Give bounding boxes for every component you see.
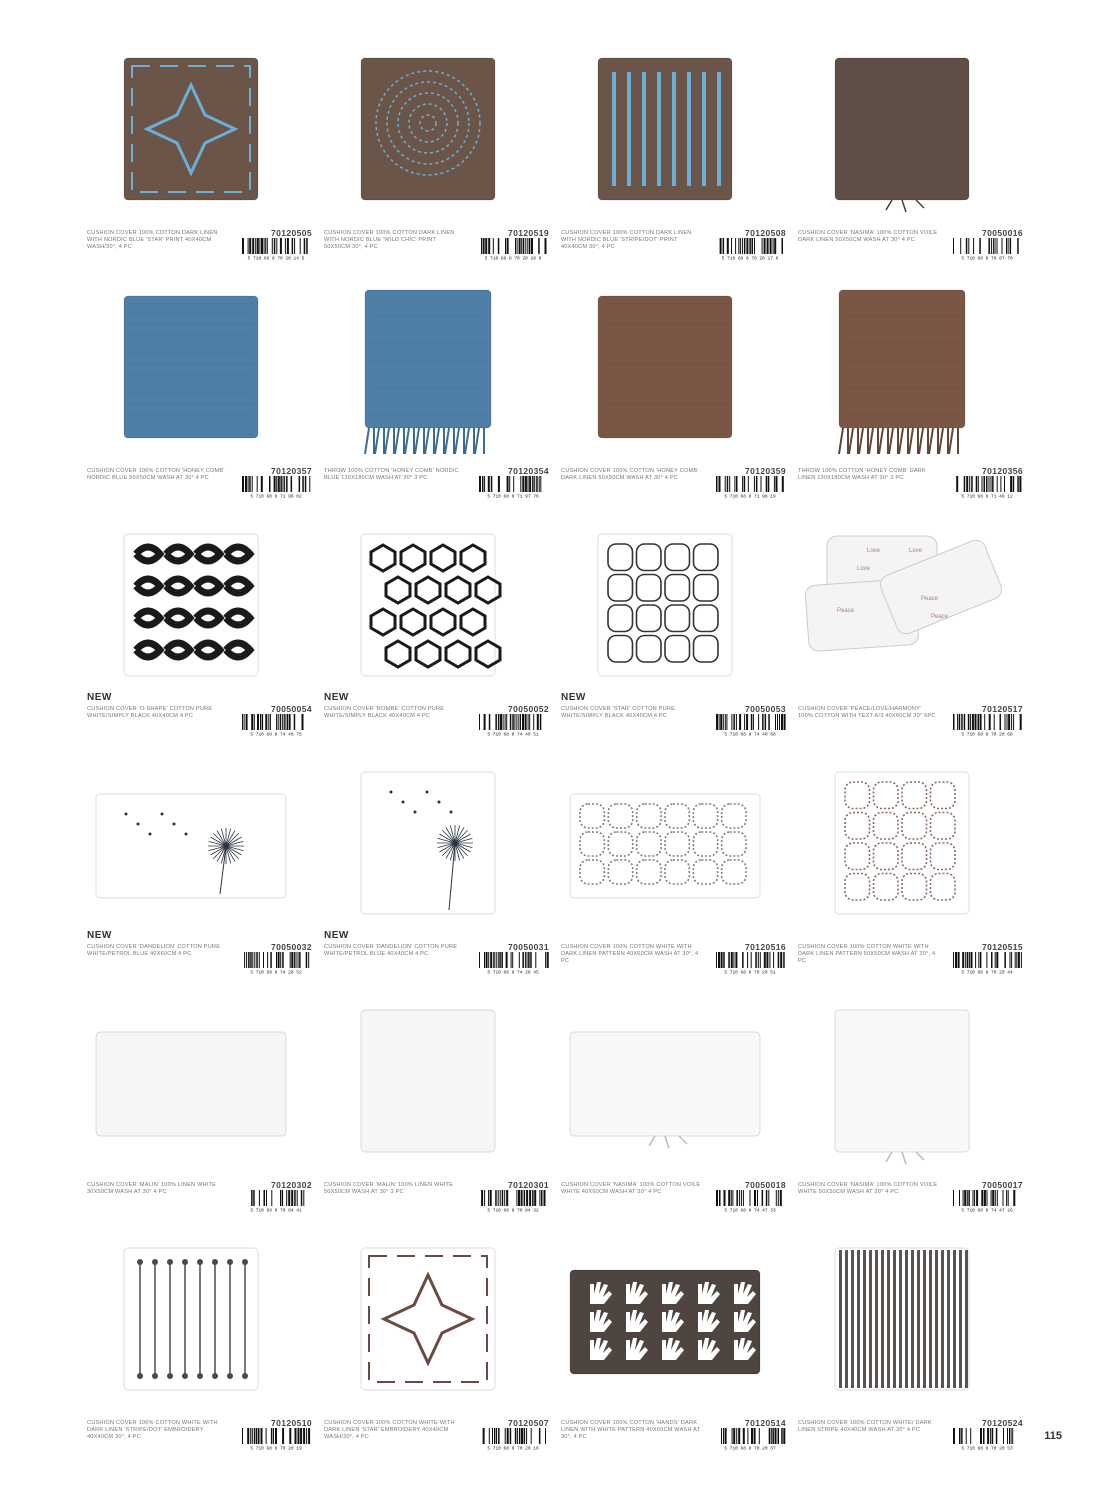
barcode [477, 476, 549, 498]
product-item [797, 516, 1023, 737]
product-caption [86, 468, 312, 508]
product-description: CUSHION COVER 100% COTTON WHITE WITH DARK LINEN PATTERN 40X60CM WASH AT 30°, 4 PC [561, 944, 699, 964]
product-caption [323, 1420, 549, 1460]
product-photo [560, 278, 770, 466]
product-caption [560, 1182, 786, 1222]
product-description: CUSHION COVER 100% COTTON 'HANDS' DARK LINEN WITH WHITE PATTERN 40X60CM WASH AT 30°, 4 PC [561, 1420, 701, 1440]
new-badge: NEW [324, 930, 349, 941]
product-description: CUSHION COVER 'ROMBE' COTTON PURE WHITE/SIMPLY BLACK 40X40CM 4 PC [324, 706, 445, 719]
product-item [797, 992, 1023, 1213]
product-item [323, 516, 549, 737]
product-photo [560, 754, 770, 942]
product-description: CUSHION COVER 100% COTTON 'HONEY COMB' NORDIC BLUE 50X50CM WASH AT 30° 4 PC [87, 468, 225, 481]
product-code: 70120507 [507, 1418, 549, 1428]
product-caption [86, 930, 312, 984]
new-badge: NEW [561, 692, 586, 703]
barcode [240, 1190, 312, 1212]
product-description: CUSHION COVER 100% COTTON WHITE WITH DARK LINEN PATTERN 50X50CM WASH AT 30°, 4 PC [798, 944, 936, 964]
product-caption [797, 468, 1023, 508]
barcode [951, 714, 1023, 736]
product-description: CUSHION COVER 100% COTTON WHITE WITH DARK LINEN 'STAR' EMBROIDERY 40X40CM WASH/30°, 4 PC [324, 1420, 455, 1440]
product-caption [86, 1182, 312, 1222]
product-description: CUSHION COVER 100% COTTON WHITE WITH DARK LINEN 'STRIPE/DOT' EMBROIDERY 40X40CM 30°, 4 PC [87, 1420, 218, 1440]
barcode [477, 952, 549, 974]
product-code: 70120514 [744, 1418, 786, 1428]
product-caption [86, 230, 312, 270]
product-photo [560, 992, 770, 1180]
svg-text:5 710 68 8 70 20 53: 5 710 68 8 70 20 53 [961, 1446, 1013, 1451]
svg-text:5 710 68 8 74 40 51: 5 710 68 8 74 40 51 [487, 732, 539, 737]
product-photo [323, 992, 533, 1180]
product-caption [86, 1420, 312, 1460]
svg-text:5 710 68 8 74 40 68: 5 710 68 8 74 40 68 [724, 732, 776, 737]
product-item [323, 992, 549, 1213]
product-code: 70120510 [270, 1418, 312, 1428]
product-photo [323, 1230, 533, 1418]
new-badge: NEW [87, 692, 112, 703]
svg-text:Love: Love [857, 566, 871, 572]
barcode [951, 476, 1023, 498]
product-photo [797, 40, 1007, 228]
svg-text:Peace: Peace [921, 596, 939, 602]
svg-text:5 710 68 8 70 20 28 0: 5 710 68 8 70 20 28 0 [484, 256, 542, 261]
product-caption [323, 930, 549, 984]
svg-text:5 710 68 8 74 47 26: 5 710 68 8 74 47 26 [961, 1208, 1013, 1213]
barcode [240, 714, 312, 736]
product-photo [86, 1230, 296, 1418]
svg-text:5 710 68 8 70 20 17 6: 5 710 68 8 70 20 17 6 [721, 256, 779, 261]
product-photo [86, 278, 296, 466]
svg-text:5 710 68 8 70 20 51: 5 710 68 8 70 20 51 [724, 970, 776, 975]
product-caption [560, 230, 786, 270]
product-caption [560, 1420, 786, 1460]
barcode [714, 1428, 786, 1450]
product-code: 70120508 [744, 228, 786, 238]
product-caption [86, 692, 312, 746]
product-photo [86, 516, 296, 704]
barcode [714, 952, 786, 974]
product-code: 70120357 [270, 466, 312, 476]
product-code: 70120301 [507, 1180, 549, 1190]
product-code: 70120519 [507, 228, 549, 238]
product-code: 70120516 [744, 942, 786, 952]
svg-text:5 710 68 8 70 20 14 5: 5 710 68 8 70 20 14 5 [247, 256, 305, 261]
barcode [240, 476, 312, 498]
svg-text:5 710 68 8 70 84 41: 5 710 68 8 70 84 41 [250, 1208, 302, 1213]
svg-text:5 710 68 8 70 20 37: 5 710 68 8 70 20 37 [724, 1446, 776, 1451]
product-caption [323, 230, 549, 270]
product-description: CUSHION COVER 'PEACE/LOVE/HARMONY' 100% COTTON WITH TEXT A/3 40X60CM 30° 6PC [798, 706, 936, 719]
product-code: 70050052 [507, 704, 549, 714]
product-photo [560, 516, 770, 704]
product-photo [323, 754, 533, 942]
product-description: CUSHION COVER 100% COTTON DARK LINEN WITH NORDIC BLUE 'STRIPE/DOT' PRINT 40X40CM 30°, 4 PC [561, 230, 692, 250]
new-badge: NEW [87, 930, 112, 941]
product-item [323, 40, 549, 261]
product-item [797, 278, 1023, 499]
product-code: 70050054 [270, 704, 312, 714]
product-photo [560, 40, 770, 228]
barcode [477, 1190, 549, 1212]
barcode [477, 238, 549, 260]
product-description: CUSHION COVER 'STAR' COTTON PURE WHITE/SIMPLY BLACK 40X40CM 4 PC [561, 706, 675, 719]
product-photo [797, 278, 1007, 466]
svg-text:5 710 68 8 70 07 70: 5 710 68 8 70 07 70 [961, 256, 1013, 261]
product-caption [560, 468, 786, 508]
page-number: 115 [1044, 1430, 1062, 1442]
product-description: CUSHION COVER 'O-SHAPE' COTTON PURE WHITE/SIMPLY BLACK 40X40CM 4 PC [87, 706, 213, 719]
product-caption [797, 1182, 1023, 1222]
svg-text:5 710 68 8 70 20 44: 5 710 68 8 70 20 44 [961, 970, 1013, 975]
product-code: 70120356 [981, 466, 1023, 476]
barcode [951, 1190, 1023, 1212]
barcode [240, 1428, 312, 1450]
product-description: CUSHION COVER 'DANDELION' COTTON PURE WHITE/PETROL BLUE 40X40CM 4 PC [324, 944, 458, 957]
new-badge: NEW [324, 692, 349, 703]
product-caption [797, 230, 1023, 270]
product-description: CUSHION COVER 'DANDELION' COTTON PURE WHITE/PETROL BLUE 40X60CM 4 PC [87, 944, 221, 957]
svg-text:5 710 68 8 74 40 75: 5 710 68 8 74 40 75 [250, 732, 302, 737]
svg-text:5 710 68 8 70 20 16: 5 710 68 8 70 20 16 [487, 1446, 539, 1451]
product-description: CUSHION COVER 100% COTTON WHITE/ DARK LINEN STRIPE 40X40CM WASH AT 30° 4 PC [798, 1420, 932, 1433]
product-caption [797, 944, 1023, 984]
svg-text:5 710 68 8 71 98 02: 5 710 68 8 71 98 02 [250, 494, 302, 499]
svg-text:5 710 68 8 70 20 68: 5 710 68 8 70 20 68 [961, 732, 1013, 737]
product-code: 70120359 [744, 466, 786, 476]
product-item [323, 1230, 549, 1451]
product-item [86, 754, 312, 975]
svg-text:5 710 68 8 71 98 19: 5 710 68 8 71 98 19 [724, 494, 776, 499]
barcode [951, 238, 1023, 260]
product-code: 70050032 [270, 942, 312, 952]
svg-text:5 710 68 8 71 49 12: 5 710 68 8 71 49 12 [961, 494, 1013, 499]
svg-text:5 710 68 8 74 28 52: 5 710 68 8 74 28 52 [250, 970, 302, 975]
product-item [560, 278, 786, 499]
svg-text:Peace: Peace [837, 608, 855, 614]
svg-text:Love: Love [909, 548, 923, 554]
product-item [560, 40, 786, 261]
product-item [560, 516, 786, 737]
product-item [797, 754, 1023, 975]
product-item [86, 992, 312, 1213]
product-code: 70120517 [981, 704, 1023, 714]
product-code: 70050031 [507, 942, 549, 952]
product-description: CUSHION COVER 'NASIMA' 100% COTTON VOILE DARK LINEN 50X50CM WASH AT 30° 4 PC [798, 230, 938, 243]
product-code: 70050017 [981, 1180, 1023, 1190]
product-photo [560, 1230, 770, 1418]
product-code: 70120515 [981, 942, 1023, 952]
product-photo [86, 40, 296, 228]
product-caption [560, 692, 786, 746]
barcode [714, 1190, 786, 1212]
product-caption [797, 706, 1023, 746]
product-photo [323, 278, 533, 466]
product-item [86, 516, 312, 737]
product-photo [86, 992, 296, 1180]
barcode [240, 238, 312, 260]
svg-text:5 710 68 8 74 47 33: 5 710 68 8 74 47 33 [724, 1208, 776, 1213]
barcode [240, 952, 312, 974]
product-caption [797, 1420, 1023, 1460]
product-photo [797, 992, 1007, 1180]
product-description: THROW 100% COTTON 'HONEY COMB' NORDIC BLUE 130X180CM WASH AT 30° 3 PC [324, 468, 459, 481]
barcode [477, 714, 549, 736]
product-item [560, 754, 786, 975]
product-item [560, 992, 786, 1213]
product-description: THROW 100% COTTON 'HONEY COMB' DARK LINEN 130X180CM WASH AT 30° 3 PC [798, 468, 926, 481]
product-code: 70120354 [507, 466, 549, 476]
product-description: CUSHION COVER 100% COTTON DARK LINEN WITH NORDIC BLUE 'STAR' PRINT 40X40CM WASH/30°, 4 PC [87, 230, 218, 250]
product-photo [323, 40, 533, 228]
product-code: 70050018 [744, 1180, 786, 1190]
product-description: CUSHION COVER 100% COTTON DARK LINEN WITH NORDIC BLUE 'WILD CHIC' PRINT 50X50CM 30°, 4 PC [324, 230, 455, 250]
product-description: CUSHION COVER 100% COTTON 'HONEY COMB' DARK LINEN 50X50CM WASH AT 30° 4 PC [561, 468, 699, 481]
product-grid [86, 40, 1056, 1460]
svg-text:5 710 68 8 70 84 32: 5 710 68 8 70 84 32 [487, 1208, 539, 1213]
svg-text:5 710 68 8 71 97 78: 5 710 68 8 71 97 78 [487, 494, 539, 499]
product-photo [797, 1230, 1007, 1418]
barcode [714, 476, 786, 498]
product-item [323, 754, 549, 975]
product-code: 70120505 [270, 228, 312, 238]
product-description: CUSHION COVER 'NASIMA' 100% COTTON VOILE WHITE 50X50CM WASH AT 30° 4 PC [798, 1182, 938, 1195]
product-code: 70050016 [981, 228, 1023, 238]
svg-text:Peace: Peace [931, 614, 949, 620]
product-description: CUSHION COVER 'MALIN' 100% LINEN WHITE 50X50CM WASH AT 30° 3 PC [324, 1182, 454, 1195]
barcode [951, 1428, 1023, 1450]
product-item [86, 278, 312, 499]
product-caption [323, 468, 549, 508]
product-item [86, 1230, 312, 1451]
barcode [477, 1428, 549, 1450]
product-caption [323, 692, 549, 746]
product-item [797, 40, 1023, 261]
product-code: 70120524 [981, 1418, 1023, 1428]
product-description: CUSHION COVER 'MALIN' 100% LINEN WHITE 30X50CM WASH AT 30° 4 PC [87, 1182, 217, 1195]
product-item [560, 1230, 786, 1451]
product-photo [86, 754, 296, 942]
svg-text:5 710 68 8 74 28 45: 5 710 68 8 74 28 45 [487, 970, 539, 975]
product-photo [797, 754, 1007, 942]
product-photo [797, 516, 1007, 704]
svg-text:5 710 68 8 70 20 19: 5 710 68 8 70 20 19 [250, 1446, 302, 1451]
barcode [951, 952, 1023, 974]
barcode [714, 714, 786, 736]
product-caption [323, 1182, 549, 1222]
product-item [86, 40, 312, 261]
product-item [797, 1230, 1023, 1451]
product-code: 70120302 [270, 1180, 312, 1190]
product-item [323, 278, 549, 499]
product-caption [560, 944, 786, 984]
product-code: 70050053 [744, 704, 786, 714]
svg-text:Love: Love [867, 548, 881, 554]
barcode [714, 238, 786, 260]
product-photo [323, 516, 533, 704]
product-description: CUSHION COVER 'NASIMA' 100% COTTON VOILE WHITE 40X60CM WASH AT 30° 4 PC [561, 1182, 701, 1195]
